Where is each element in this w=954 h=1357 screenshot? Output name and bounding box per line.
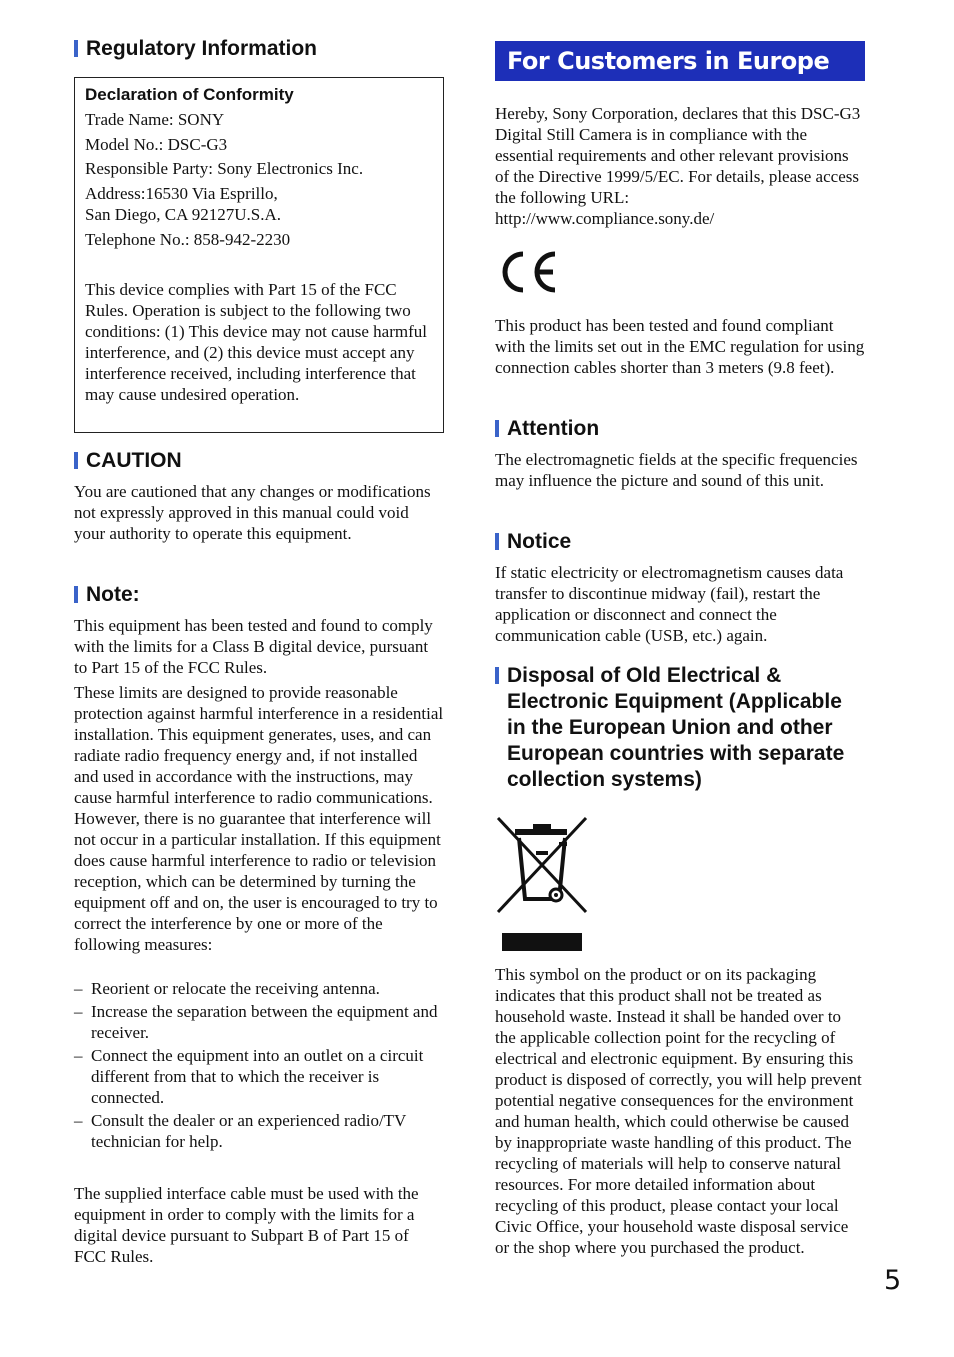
attention-heading-text: Attention — [507, 417, 600, 440]
list-item — [74, 1001, 444, 1043]
measure-text: Increase the separation between the equipment and receiver. — [91, 1002, 438, 1042]
heading-bar — [495, 420, 499, 437]
list-dash: – — [74, 979, 83, 998]
note-text-1: This equipment has been tested and found to comply with the limits for a Class B digital device, pursuant to Part 15 of the FCC Rules. — [74, 616, 433, 677]
notice-text: If static electricity or electromagnetism causes data transfer to discontinue midway (fail), restart the application or disconnect and connect the communication cable (USB, etc.) again. — [495, 563, 844, 645]
note-heading — [74, 582, 140, 608]
caution-heading-text: CAUTION — [86, 449, 182, 472]
model-number: Model No.: DSC-G3 — [85, 135, 228, 154]
heading-bar — [495, 667, 499, 684]
bin-underline-bar — [502, 933, 582, 951]
address: Address:16530 Via Esprillo, San Diego, CA 92127U.S.A. — [85, 184, 281, 224]
declaration-title: Declaration of Conformity — [85, 85, 294, 104]
regulatory-heading — [74, 36, 317, 62]
declaration-box — [74, 77, 444, 433]
measure-text: Consult the dealer or an experienced radio/TV technician for help. — [91, 1111, 407, 1151]
list-item — [74, 1045, 444, 1108]
disposal-heading-text: Disposal of Old Electrical & Electronic Equipment (Applicable in the European Union and other European countries with separate collection systems) — [507, 664, 845, 791]
emc-text: This product has been tested and found compliant with the limits set out in the EMC regulation for using connection cables shorter than 3 meters (9.8 feet). — [495, 316, 865, 377]
list-dash: – — [74, 1002, 83, 1021]
heading-bar — [74, 586, 78, 603]
caution-text: You are cautioned that any changes or modifications not expressly approved in this manual could void your authority to operate this equipment. — [74, 482, 431, 543]
ce-mark-icon — [495, 248, 561, 296]
attention-heading — [495, 416, 599, 442]
disposal-text: This symbol on the product or on its packaging indicates that this product shall not be treated as household waste. Instead it shall be handed over to the applicable collection point for the recycling of electrical and electronic equipment. By ensuring this product is disposed of correctly, you will help prevent potential negative consequences for the environment and human health, which could otherwise be caused by inappropriate waste handling of this product. The recycling of materials will help to conserve natural resources. For more detailed information about recycling of this product, please contact your local Civic Office, your household waste disposal service or the shop where you purchased the product. — [495, 965, 862, 1257]
heading-bar — [495, 533, 499, 550]
europe-banner: For Customers in Europe — [495, 41, 865, 81]
measures-list — [74, 978, 444, 1154]
measure-text: Connect the equipment into an outlet on a circuit different from that to which the receiver is connected. — [91, 1046, 424, 1107]
note-text-2: These limits are designed to provide reasonable protection against harmful interference in a residential installation. This equipment generates, uses, and can radiate radio frequency energy and, if not installed and used in accordance with the instructions, may cause harmful interference to radio communications. However, there is no guarantee that interference will not occur in a particular installation. If this equipment does cause harmful interference to radio or television reception, which can be determined by turning the equipment off and on, the user is encouraged to try to correct the interference by one or more of the following measures: — [74, 683, 444, 954]
regulatory-heading-text: Regulatory Information — [86, 37, 318, 60]
telephone: Telephone No.: 858-942-2230 — [85, 230, 291, 249]
cable-text: The supplied interface cable must be used with the equipment in order to comply with the limits for a digital device pursuant to Subpart B of Part 15 of FCC Rules. — [74, 1184, 419, 1266]
measure-text: Reorient or relocate the receiving antenna. — [91, 979, 380, 998]
notice-heading — [495, 529, 571, 555]
list-item — [74, 1110, 444, 1152]
responsible-party: Responsible Party: Sony Electronics Inc. — [85, 159, 364, 178]
list-dash: – — [74, 1046, 83, 1065]
disposal-heading — [495, 663, 865, 793]
caution-heading — [74, 448, 182, 474]
page-number: 5 — [884, 1265, 902, 1296]
heading-bar — [74, 452, 78, 469]
attention-text: The electromagnetic fields at the specific frequencies may influence the picture and sound of this unit. — [495, 450, 858, 490]
trade-name: Trade Name: SONY — [85, 110, 225, 129]
list-item — [74, 978, 444, 999]
heading-bar — [74, 40, 78, 57]
note-heading-text: Note: — [86, 583, 140, 606]
list-dash: – — [74, 1111, 83, 1130]
hereby-text: Hereby, Sony Corporation, declares that this DSC-G3 Digital Still Camera is in compliance with the essential requirements and other relevant provisions of the Directive 1999/5/EC. For details, please access the following URL: http://www.compliance.sony.de/ — [495, 104, 861, 228]
crossed-out-wheelie-bin-icon — [495, 815, 591, 915]
fcc-compliance-text: This device complies with Part 15 of the FCC Rules. Operation is subject to the following two conditions: (1) This device may not cause harmful interference, and (2) this device must accept any interference received, including interference that may cause undesired operation. — [85, 280, 427, 404]
notice-heading-text: Notice — [507, 530, 572, 553]
